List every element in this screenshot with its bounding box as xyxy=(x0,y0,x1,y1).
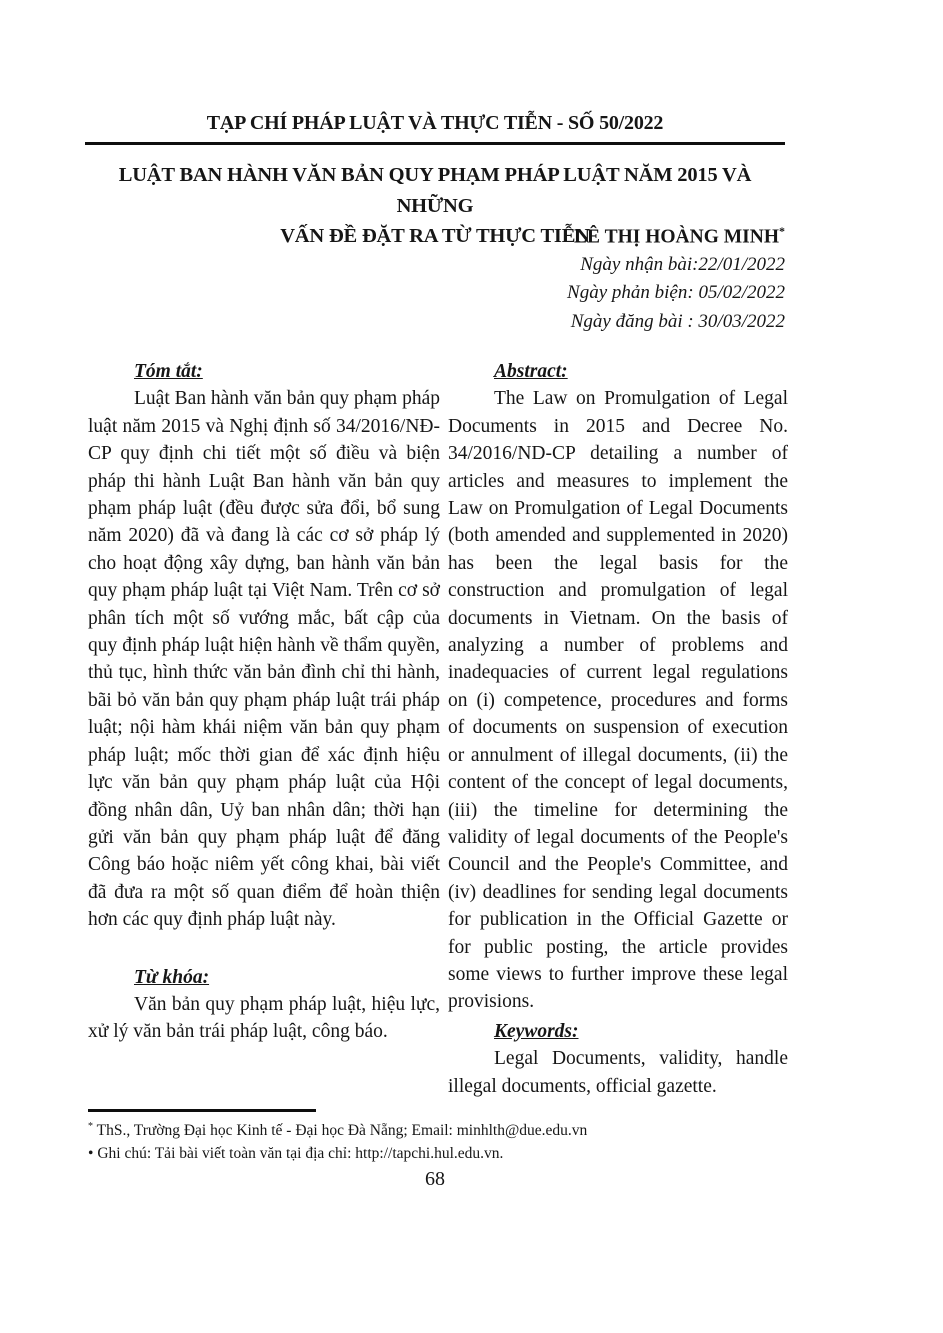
date-received: Ngày nhận bài:22/01/2022 xyxy=(580,254,785,275)
dates-block xyxy=(85,251,785,336)
abstract-en-body: The Law on Promulgation of Legal Documents in 2015 and Decree No. 34/2016/ND-CP detailing a number of articles and measures to implement the Law on Promulgation of Legal Documents (both amended and supplemented in 2020) has been the legal basis for the construction and promulgation of legal documents in Vietnam. On the basis of analyzing a number of problems and inadequacies of current legal regulations on (i) competence, procedures and forms of documents on suspension of execution or annulment of illegal documents, (ii) the content of the concept of legal documents, (iii) the timeline for determining the validity of legal documents of the People's Council and the People's Committee, and (iv) deadlines for sending legal documents for publication in the Official Gazette or for public posting, the article provides some views to further improve these legal provisions. xyxy=(448,388,788,1013)
keywords-en-text: Legal Documents, validity, handle illegal documents, official gazette. xyxy=(448,1048,788,1097)
abstract-vi-heading: Tóm tắt: xyxy=(134,361,203,382)
author-name: LÊ THỊ HOÀNG MINH xyxy=(574,226,779,248)
abstract-en-column xyxy=(448,358,788,1100)
article-title-line-1: LUẬT BAN HÀNH VĂN BẢN QUY PHẠM PHÁP LUẬT NĂM 2015 VÀ NHỮNG xyxy=(118,164,752,217)
keywords-vi-text: Văn bản quy phạm pháp luật, hiệu lực, xử lý văn bản trái pháp luật, công báo. xyxy=(88,993,440,1043)
abstract-vi-column xyxy=(88,358,440,1100)
abstract-en-heading: Abstract: xyxy=(494,361,568,382)
journal-header xyxy=(85,112,785,145)
footnote-asterisk-marker: * xyxy=(88,1121,93,1132)
date-published: Ngày đăng bài : 30/03/2022 xyxy=(570,310,785,332)
abstract-vi-body: Luật Ban hành văn bản quy phạm pháp luật năm 2015 và Nghị định số 34/2016/NĐ-CP quy định chi tiết một số điều và biện pháp thi hành Luật Ban hành văn bản quy phạm pháp luật (đều được sửa đổi, bổ sung năm 2020) đã và đang là các cơ sở pháp lý cho hoạt động xây dựng, ban hành văn bản quy phạm pháp luật tại Việt Nam. Trên cơ sở phân tích một số vướng mắc, bất cập của quy định pháp luật hiện hành về thẩm quyền, thủ tục, hình thức văn bản đình chỉ thi hành, bãi bỏ văn bản quy phạm pháp luật trái pháp luật; nội hàm khái niệm văn bản quy phạm pháp luật; mốc thời gian để xác định hiệu lực văn bản quy phạm pháp luật của Hội đồng nhân dân, Uỷ ban nhân dân; thời hạn gửi văn bản quy phạm pháp luật để đăng Công báo hoặc niêm yết công khai, bài viết đã đưa ra một số quan điểm để hoàn thiện hơn các quy định pháp luật này. xyxy=(88,388,440,931)
abstract-columns xyxy=(88,358,788,1100)
footnotes xyxy=(88,1116,788,1165)
keywords-vi-heading: Từ khóa: xyxy=(134,966,210,988)
journal-header-text: TẠP CHÍ PHÁP LUẬT VÀ THỰC TIỄN - SỐ 50/2022 xyxy=(206,112,664,134)
author-footnote-marker: * xyxy=(779,224,785,238)
footnote-separator-rule xyxy=(88,1109,316,1112)
date-reviewed: Ngày phản biện: 05/02/2022 xyxy=(567,282,785,304)
page-number: 68 xyxy=(425,1168,445,1190)
footnote-download-note: • Ghi chú: Tải bài viết toàn văn tại địa chỉ: http://tapchi.hul.edu.vn. xyxy=(88,1144,504,1162)
footnote-author-affiliation: * ThS., Trường Đại học Kinh tế - Đại học Đà Nẵng; Email: minhlth@due.edu.vn xyxy=(88,1121,588,1140)
keywords-en-heading: Keywords: xyxy=(494,1020,579,1042)
footnote-bullet-marker: • xyxy=(88,1144,94,1162)
article-title-line-2: VẤN ĐỀ ĐẶT RA TỪ THỰC TIỄN xyxy=(280,225,590,247)
author-line xyxy=(85,224,785,249)
